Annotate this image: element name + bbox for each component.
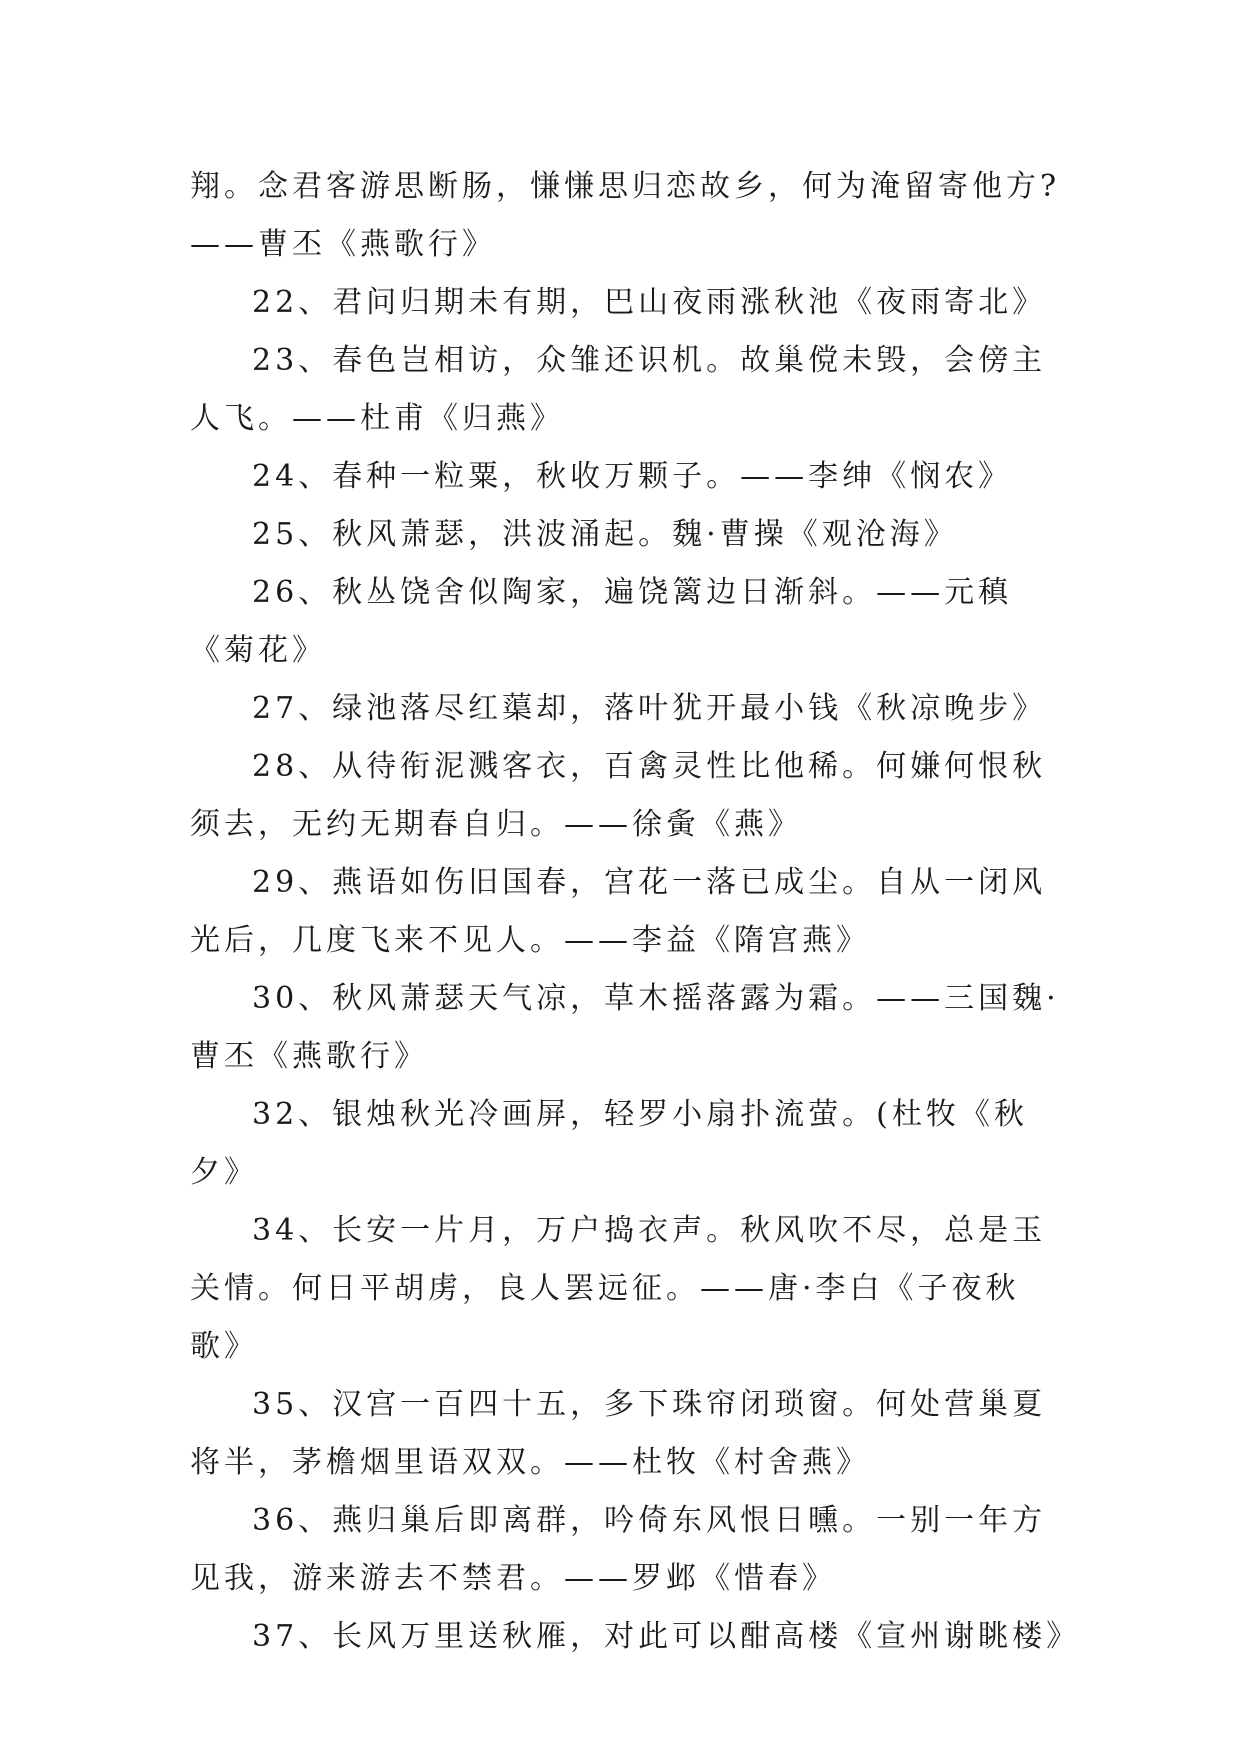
paragraph-28: 28、从待衔泥溅客衣，百禽灵性比他稀。何嫌何恨秋须去，无约无期春自归。——徐夤《燕》 <box>190 749 1047 842</box>
paragraph-23: 23、春色岂相访，众雏还识机。故巢傥未毁，会傍主人飞。——杜甫《归燕》 <box>190 343 1047 436</box>
paragraph-22: 22、君问归期未有期，巴山夜雨涨秋池《夜雨寄北》 <box>252 285 1047 320</box>
paragraph-32: 32、银烛秋光冷画屏，轻罗小扇扑流萤。(杜牧《秋夕》 <box>190 1097 1028 1190</box>
paragraph-30: 30、秋风萧瑟天气凉，草木摇落露为霜。——三国魏·曹丕《燕歌行》 <box>190 981 1060 1074</box>
paragraph-continued: 翔。念君客游思断肠，慊慊思归恋故乡，何为淹留寄他方?——曹丕《燕歌行》 <box>190 169 1061 262</box>
poem-list <box>190 158 1081 1666</box>
paragraph-37: 37、长风万里送秋雁，对此可以酣高楼《宣州谢眺楼》 <box>252 1619 1081 1654</box>
paragraph-29: 29、燕语如伤旧国春，宫花一落已成尘。自从一闭风光后，几度飞来不见人。——李益《隋宫燕》 <box>190 865 1047 958</box>
paragraph-27: 27、绿池落尽红蕖却，落叶犹开最小钱《秋凉晚步》 <box>252 691 1047 726</box>
paragraph-26: 26、秋丛饶舍似陶家，遍饶篱边日渐斜。——元稹《菊花》 <box>190 575 1013 668</box>
paragraph-36: 36、燕归巢后即离群，吟倚东风恨日曛。一别一年方见我，游来游去不禁君。——罗邺《惜春》 <box>190 1503 1047 1596</box>
paragraph-25: 25、秋风萧瑟，洪波涌起。魏·曹操《观沧海》 <box>252 517 958 552</box>
paragraph-35: 35、汉宫一百四十五，多下珠帘闭琐窗。何处营巢夏将半，茅檐烟里语双双。——杜牧《村舍燕》 <box>190 1387 1047 1480</box>
paragraph-24: 24、春种一粒粟，秋收万颗子。——李绅《悯农》 <box>252 459 1013 494</box>
paragraph-34: 34、长安一片月，万户捣衣声。秋风吹不尽，总是玉关情。何日平胡虏，良人罢远征。——唐·李白《子夜秋歌》 <box>190 1213 1047 1364</box>
